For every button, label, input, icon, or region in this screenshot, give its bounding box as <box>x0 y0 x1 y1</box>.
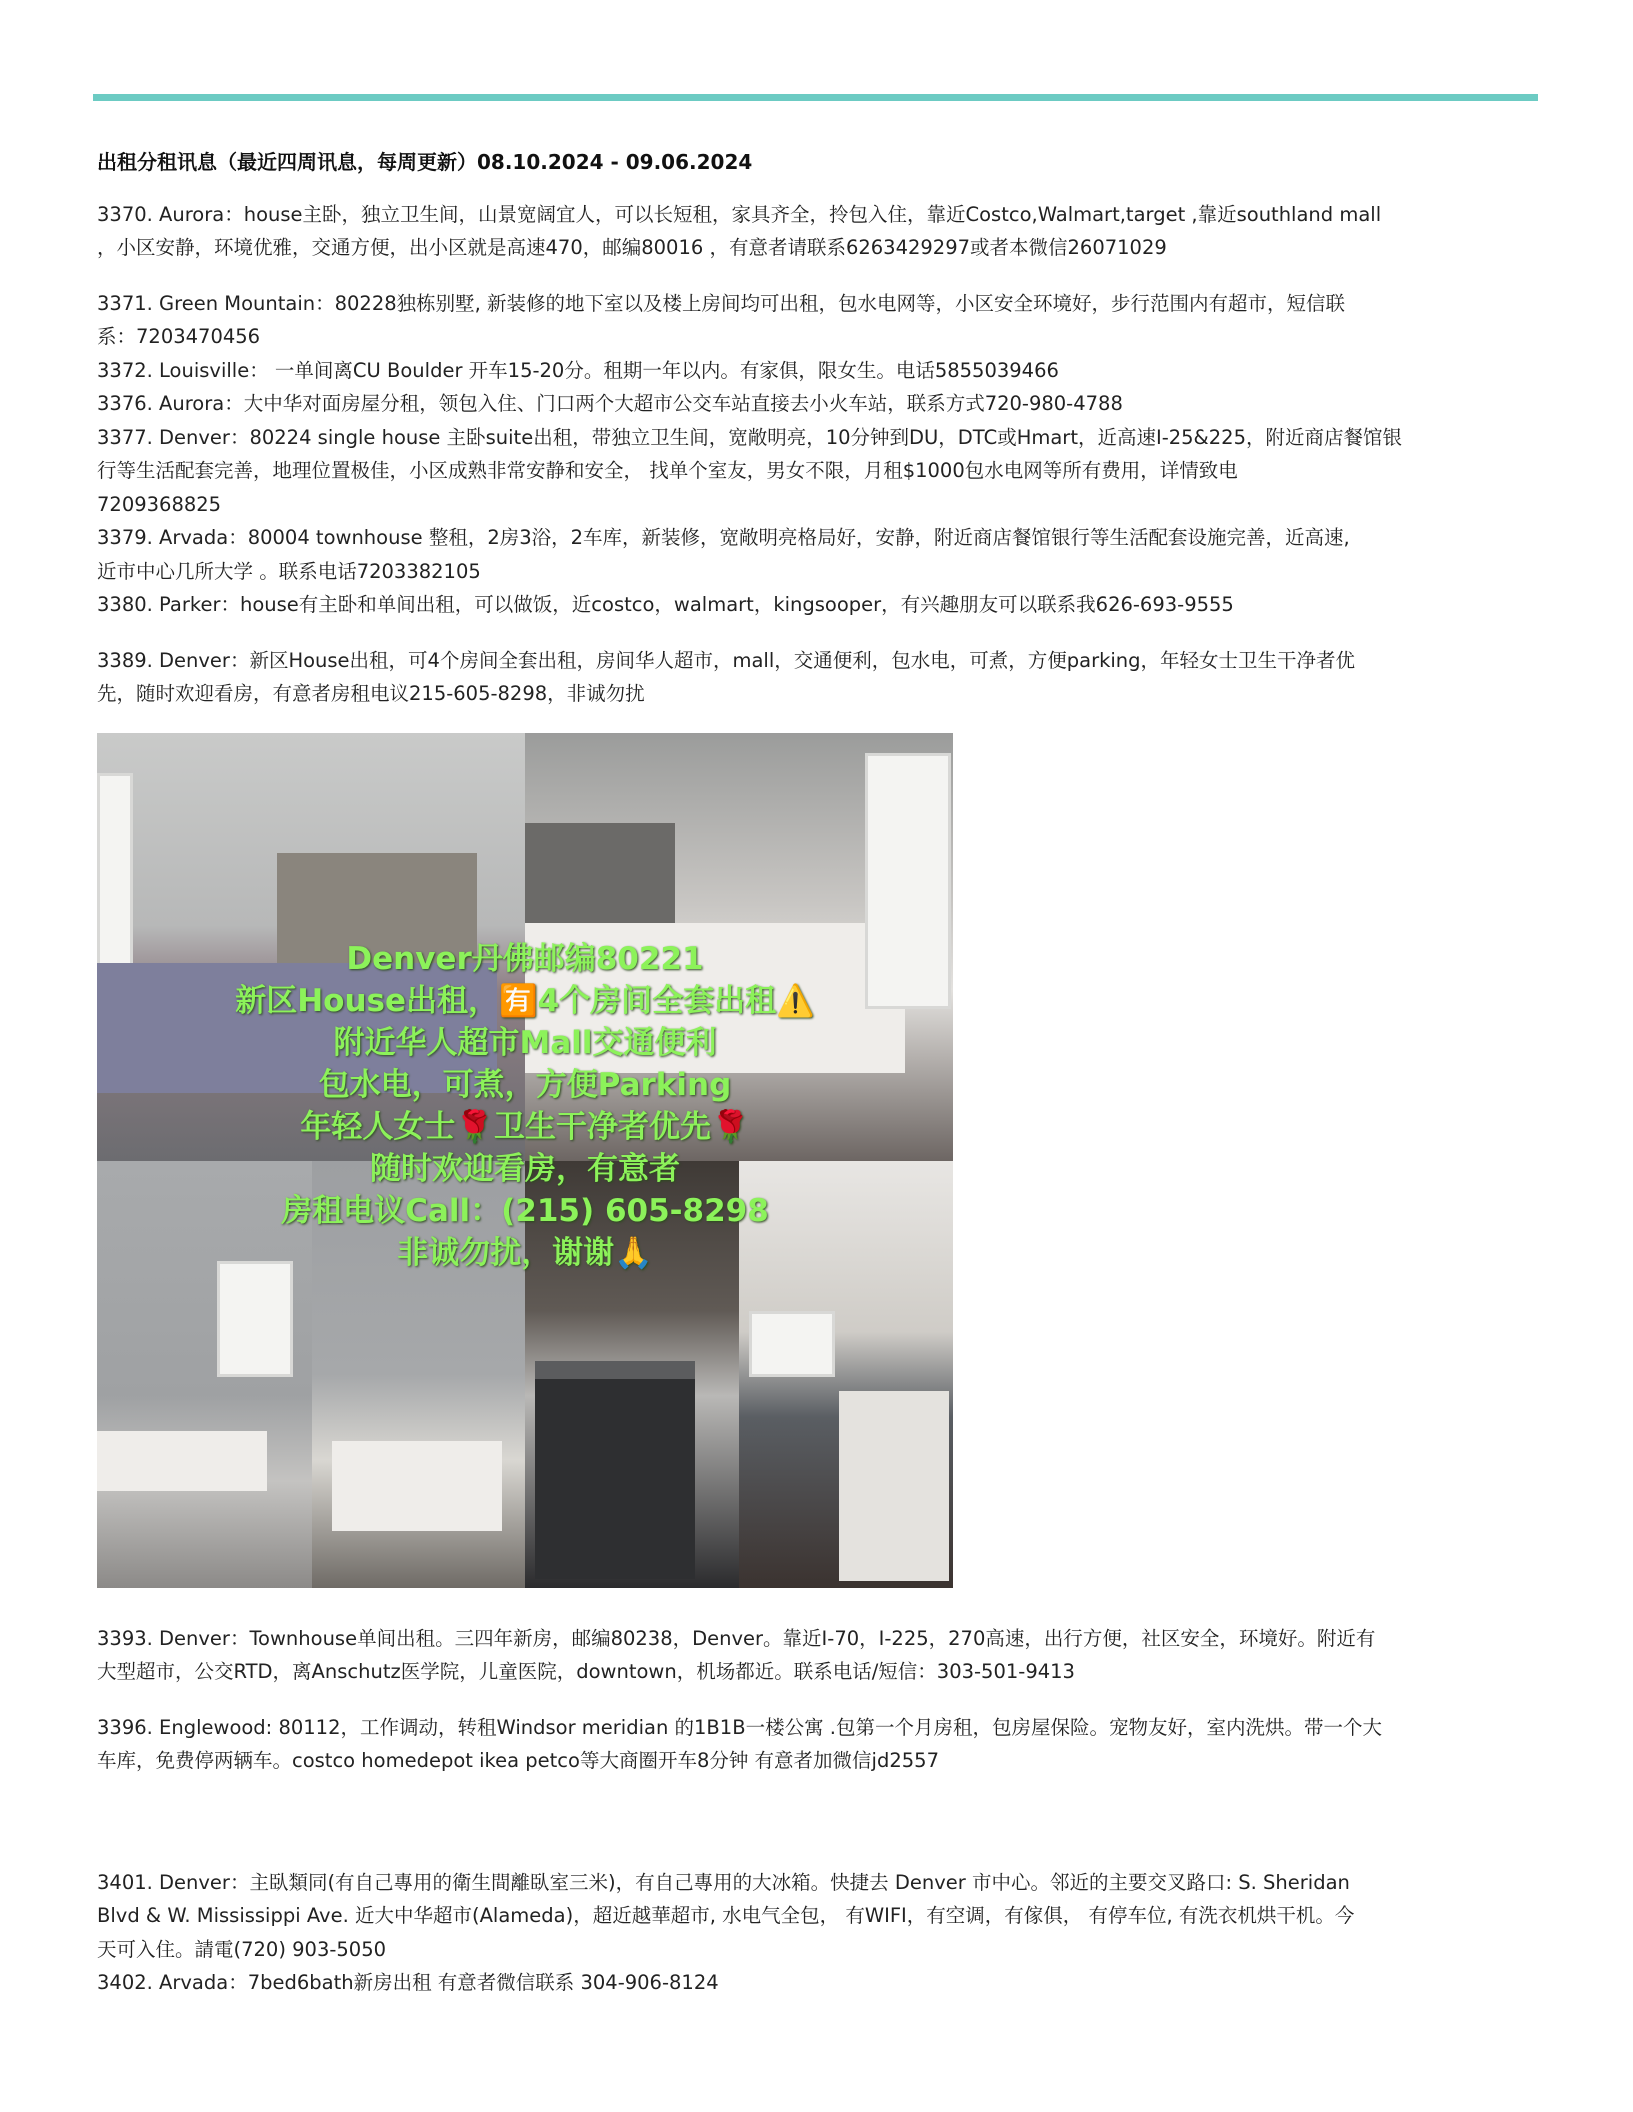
listing-line: 大型超市，公交RTD，离Anschutz医学院，儿童医院，downtown，机场都近。联系电话/短信：303-501-9413 <box>97 1660 1075 1683</box>
listing-line: 先，随时欢迎看房，有意者房租电议215-605-8298，非诚勿扰 <box>97 682 645 705</box>
listing-line: 3376. Aurora：大中华对面房屋分租，领包入住、门口两个大超市公交车站直接去小火车站，联系方式720-980-4788 <box>97 392 1123 415</box>
overlay-line: 年轻人女士🌹卫生干净者优先🌹 <box>300 1108 750 1145</box>
listing-line: 3396. Englewood: 80112，工作调动，转租Windsor meridian 的1B1B一楼公寓 .包第一个月房租，包房屋保险。宠物友好，室内洗烘。带一个大 <box>97 1715 1382 1739</box>
overlay-line: 新区House出租，🈶4个房间全套出租⚠️ <box>235 982 815 1019</box>
listing-line: 系：7203470456 <box>97 325 261 348</box>
mattress <box>332 1441 502 1531</box>
photo-overlay-text <box>97 938 953 1274</box>
listing-line: 3389. Denver：新区House出租，可4个房间全套出租，房间华人超市，mall，交通便利，包水电，可煮，方便parking，年轻女士卫生干净者优 <box>97 648 1356 672</box>
window <box>217 1261 293 1377</box>
list-item <box>97 287 1517 622</box>
document-body <box>97 146 1517 2022</box>
overlay-line: 房租电议Call：(215) 605-8298 <box>281 1192 769 1229</box>
overlay-line: 非诚勿扰，谢谢🙏 <box>397 1234 653 1271</box>
overlay-line: 随时欢迎看房，有意者 <box>370 1150 680 1187</box>
listing-line: 3377. Denver：80224 single house 主卧suite出租，带独立卫生间，宽敞明亮，10分钟到DU，DTC或Hmart，近高速I-25&225，附近商店餐馆银 <box>97 425 1402 449</box>
overlay-line: 包水电，可煮，方便Parking <box>318 1066 732 1103</box>
overlay-line: Denver丹佛邮编80221 <box>346 940 704 977</box>
listing-line: 3371. Green Mountain：80228独栋别墅, 新装修的地下室以及楼上房间均可出租，包水电网等，小区安全环境好，步行范围内有超市，短信联 <box>97 291 1346 315</box>
listing-line: 3393. Denver：Townhouse单间出租。三四年新房，邮编80238，Denver。靠近I-70，I-225，270高速，出行方便，社区安全，环境好。附近有 <box>97 1626 1376 1650</box>
listing-line: 3370. Aurora：house主卧，独立卫生间，山景宽阔宜人，可以长短租，家具齐全，拎包入住，靠近Costco,Walmart,target ,靠近southland mall <box>97 202 1382 226</box>
list-item <box>97 1711 1517 1778</box>
window <box>749 1311 835 1377</box>
listing-line: ，小区安静，环境优雅，交通方便，出小区就是高速470，邮编80016 ，有意者请联系6263429297或者本微信26071029 <box>97 236 1167 259</box>
list-item <box>97 1866 1517 2000</box>
header-rule <box>93 94 1538 101</box>
stove <box>535 1361 695 1579</box>
listing-line: Blvd & W. Mississippi Ave. 近大中华超市(Alameda)，超近越華超市, 水电气全包， 有WIFI，有空调，有傢俱， 有停车位, 有洗衣机烘干机。今 <box>97 1904 1355 1927</box>
listing-line: 3379. Arvada：80004 townhouse 整租，2房3浴，2车库，新装修，宽敞明亮格局好，安静，附近商店餐馆银行等生活配套设施完善，近高速, <box>97 526 1350 549</box>
listing-line: 3380. Parker：house有主卧和单间出租，可以做饭，近costco，walmart，kingsooper，有兴趣朋友可以联系我626-693-9555 <box>97 593 1234 616</box>
page-title: 出租分租讯息（最近四周讯息，每周更新）08.10.2024 - 09.06.2024 <box>97 150 753 174</box>
listing-line: 3372. Louisville： 一单间离CU Boulder 开车15-20分。租期一年以内。有家俱，限女生。电话5855039466 <box>97 358 1059 382</box>
list-item <box>97 1622 1517 1689</box>
list-item <box>97 198 1517 265</box>
listing-photo-collage <box>97 733 953 1588</box>
listing-line: 行等生活配套完善，地理位置极佳，小区成熟非常安静和安全， 找单个室友，男女不限，月租$1000包水电网等所有费用，详情致电 <box>97 459 1238 482</box>
mattress <box>97 1431 267 1491</box>
listing-line: 3401. Denver：主臥類同(有自己專用的衛生間離臥室三米)，有自己專用的大冰箱。快捷去 Denver 市中心。邻近的主要交叉路口: S. Sheridan <box>97 1870 1350 1894</box>
overlay-line: 附近华人超市Mall交通便利 <box>333 1024 717 1061</box>
listing-line: 天可入住。請電(720) 903-5050 <box>97 1937 387 1961</box>
listing-line: 3402. Arvada：7bed6bath新房出租 有意者微信联系 304-906-8124 <box>97 1971 719 1994</box>
list-item <box>97 644 1517 711</box>
listing-line: 7209368825 <box>97 492 222 516</box>
listing-line: 近市中心几所大学 。联系电话7203382105 <box>97 559 481 583</box>
counter <box>839 1391 949 1581</box>
listing-line: 车库，免费停两辆车。costco homedepot ikea petco等大商圈开车8分钟 有意者加微信jd2557 <box>97 1749 939 1772</box>
